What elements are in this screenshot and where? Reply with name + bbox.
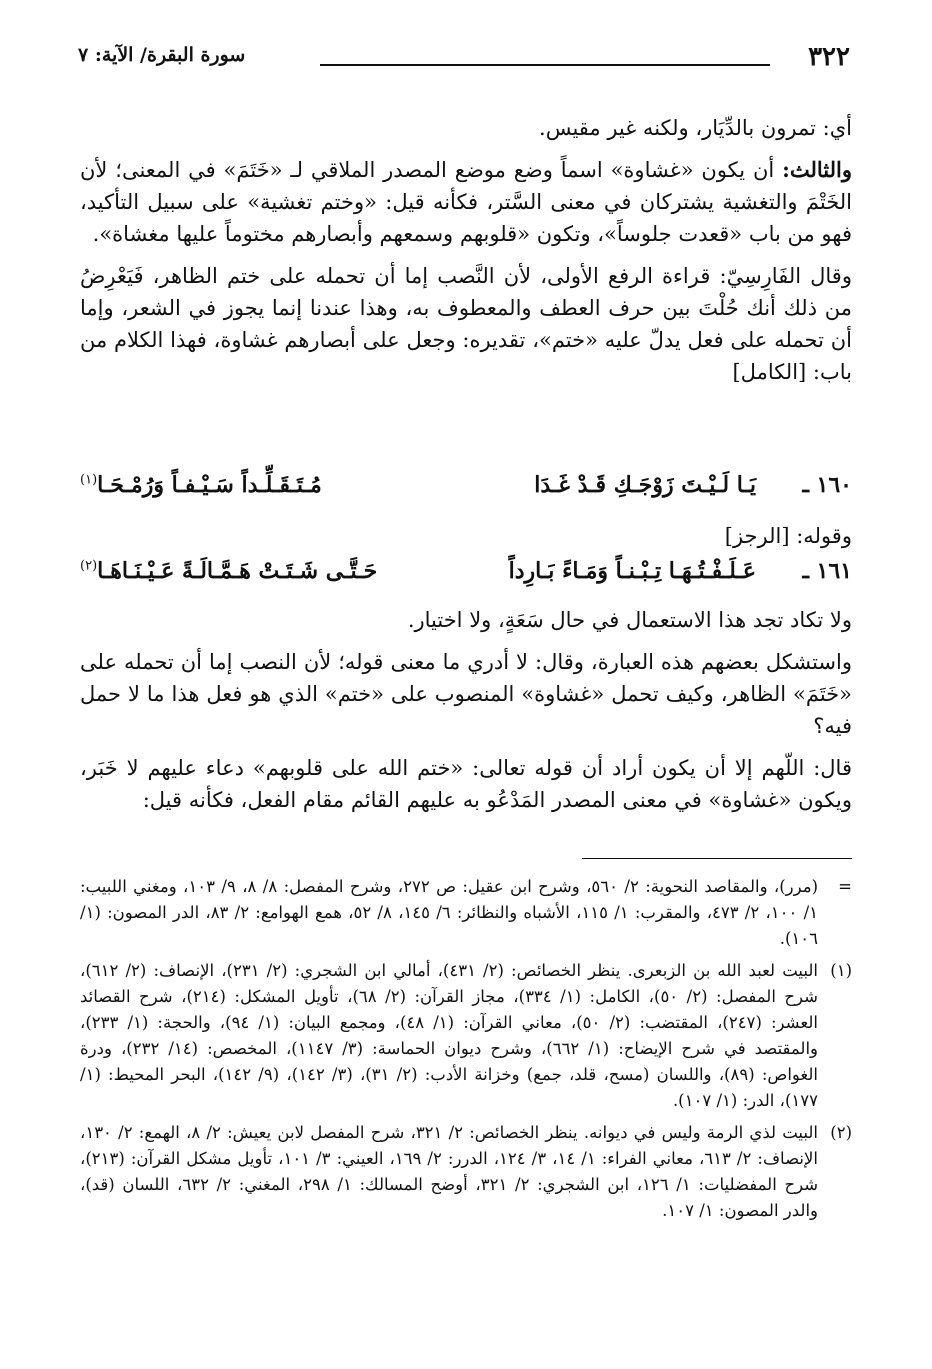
footnote [80,1120,852,1224]
footnote [80,958,852,1114]
paragraph: ولا تكاد تجد هذا الاستعمال في حال سَعَةٍ، ولا اختيار. [407,608,852,632]
page-number: ٣٢٢ [808,42,850,72]
footnotes [80,874,852,1230]
footnote-mark: = [838,877,852,896]
header-rule [320,64,770,66]
verse-hemistich-first: عَـلَـفْـتُـهَـا تِـبْـنـاً وَمَـاءً بَـارِداً [508,558,756,584]
page-header [78,36,850,76]
paragraph: قال: اللّهم إلا أن يكون أراد أن قوله تعالى: «ختم الله على قلوبهم» دعاء عليهم لا خَبَر، ويكون «غشاوة» في معنى المصدر المَدْعُو به عليهم القائم مقام الفعل، فكأنه قيل: [80,756,852,812]
verse-hemistich-second [80,472,322,498]
running-title: سورة البقرة/ الآية: ٧ [78,44,246,66]
footnote-mark: (١) [830,961,852,980]
paragraph-text: أن يكون «غشاوة» اسماً وضع موضع المصدر الملاقي لـ «خَتَمَ» في المعنى؛ لأن الخَتْمَ والتغشية يشتركان في معنى السَّتر، فكأنه قيل: «وختم تغشية» على سبيل التأكيد، فهو من باب «قعدت جلوساً»، وتكون «قلوبهم وسمعهم وأبصارهم مختوماً عليها مغشاة». [80,158,852,246]
verse-160 [80,472,852,512]
verse-hemistich-second [80,558,377,584]
paragraph-lead: والثالث: [782,157,852,182]
verse-hemistich-text: مُـتَـقَـلِّـداً سَـيْـفـاً وَرُمْـحَـا [97,472,322,498]
main-text-2 [80,520,852,552]
main-text-3 [80,604,852,816]
footnote [80,874,852,952]
verse-number: ١٦٠ ـ [802,472,852,498]
main-text [80,112,852,388]
footnote-text: البيت لعبد الله بن الزبعرى. ينظر الخصائص: (٢/ ٤٣١)، أمالي ابن الشجري: (٢/ ٢٣١)، الإنصاف: (٢/ ٦١٢)، شرح المفصل: (٢/ ٥٠)، الكامل: (١/ ٣٣٤)، مجاز القرآن: (٢/ ٦٨)، تأويل المشكل: (٢١٤)، شرح القصائد العشر: (٢٤٧)، المقتضب: (٢/ ٥٠)، معاني القرآن: (١/ ٤٨)، ومجمع البيان: (١/ ٩٤)، والحجة: (١/ ٢٣٣)، والمقتصد في شرح الإيضاح: (١/ ٦٦٢)، وشرح ديوان الحماسة: (٣/ ١١٤٧)، المخصص: (١٤/ ٢٣٢)، ودرة الغواص: (٨٩)، واللسان (مسح، قلد، جمع) وخزانة الأدب: (٢/ ٣١)، (٣/ ١٤٢)، (٩/ ١٤٢)، البحر المحيط: (١/ ١٧٧)، الدر: (١/ ١٠٧). [80,961,819,1110]
paragraph: أي: تمرون بالدِّيَار، ولكنه غير مقيس. [539,116,852,140]
verse-hemistich-text: حَـتَّـى شَـتَـتْ هَـمَّـالَـةً عَـيْـنَـاهَـا [97,558,378,584]
footnote-ref: (٢) [80,558,98,574]
verse-hemistich-first: يَـا لَـيْـتَ زَوْجَـكِ قَـدْ غَـدَا [534,472,756,498]
footnote-ref: (١) [80,472,98,488]
paragraph: وقال الفَارِسِيّ: قراءة الرفع الأولى، لأن النَّصب إما أن تحمله على ختم الظاهر، فَيَعْرِضُ من ذلك أنك حُلْتَ بين حرف العطف والمعطوف به، وهذا عندنا إنما يجوز في الشعر، وإما أن تحمله على فعل يدلّ عليه «ختم»، تقديره: وجعل على أبصارهم غشاوة، فهذا الكلام من باب: [الكامل] [80,264,852,384]
footnote-mark: (٢) [830,1123,852,1142]
paragraph [80,154,852,250]
verse-number: ١٦١ ـ [802,558,852,584]
footnote-text: (مرر)، والمقاصد النحوية: ٢/ ٥٦٠، وشرح ابن عقيل: ص ٢٧٢، وشرح المفصل: ٨/ ٨، ٩/ ١٠٣، ومغني اللبيب: ١/ ١٠٠، ٢/ ٤٧٣، والمقرب: ١/ ١١٥، الأشباه والنظائر: ٦/ ١٤٥، ٨/ ٥٢، همع الهوامع: ٢/ ٨٣، الدر المصون: (١/ ١٠٦). [80,877,819,948]
paragraph: وقوله: [الرجز] [724,524,852,548]
footnote-separator [582,858,852,859]
verse-161 [80,558,852,598]
footnote-text: البيت لذي الرمة وليس في ديوانه. ينظر الخصائص: ٢/ ٣٢١، شرح المفصل لابن يعيش: ٢/ ٨، الهمع: ٢/ ١٣٠، الإنصاف: ٢/ ٦١٣، معاني الفراء: ١/ ١٤، ٣/ ١٢٤، الدرر: ٢/ ١٦٩، العيني: ٣/ ١٠١، تأويل مشكل القرآن: (٢١٣)، شرح المفضليات: ١/ ١٢٦، ابن الشجري: ٢/ ٣٢١، أوضح المسالك: ١/ ٢٩٨، المغني: ٢/ ٦٣٢، اللسان (قد)، والدر المصون: ١/ ١٠٧. [80,1123,819,1220]
paragraph: واستشكل بعضهم هذه العبارة، وقال: لا أدري ما معنى قوله؛ لأن النصب إما أن تحمله على «خَتَمَ» الظاهر، وكيف تحمل «غشاوة» المنصوب على «ختم» الذي هو فعل هذا ما لا حمل فيه؟ [80,650,852,738]
